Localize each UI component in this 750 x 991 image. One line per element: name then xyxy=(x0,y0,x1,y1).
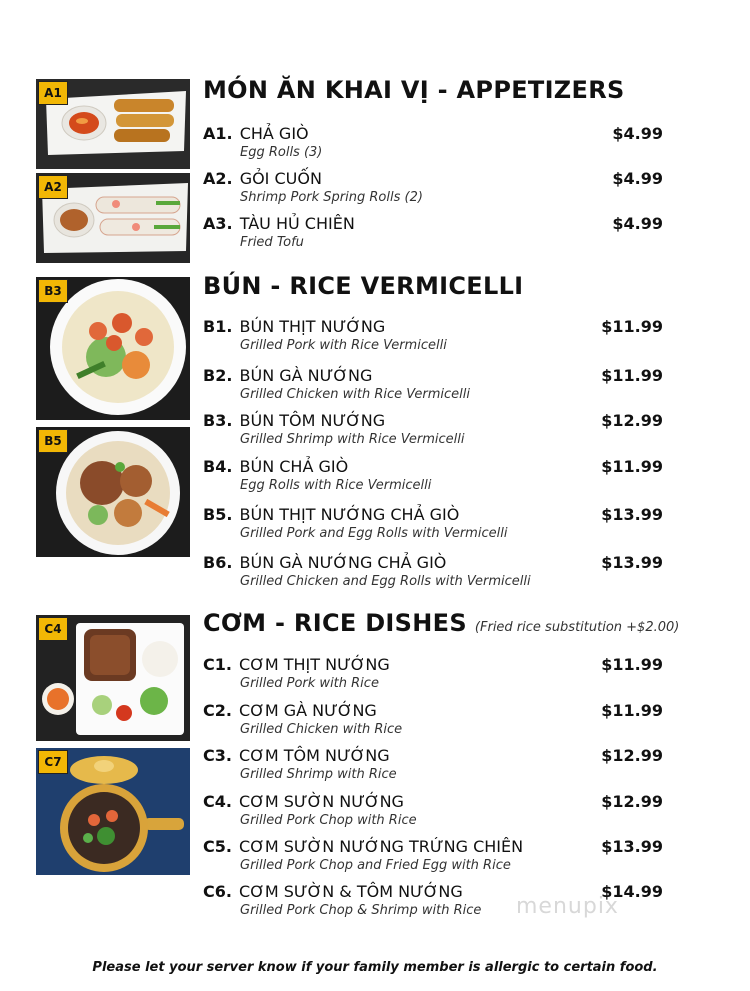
item-description: Egg Rolls (3) xyxy=(240,145,323,160)
item-price: $14.99 xyxy=(601,882,663,901)
item-description: Shrimp Pork Spring Rolls (2) xyxy=(240,190,423,205)
allergy-notice: Please let your server know if your family member is allergic to certain food. xyxy=(92,960,658,975)
menu-item xyxy=(203,655,663,695)
item-name: BÚN TÔM NƯỚNG xyxy=(239,411,386,430)
item-name: BÚN GÀ NƯỚNG CHẢ GIÒ xyxy=(239,553,447,572)
item-code: B4. xyxy=(203,457,233,476)
item-name: TÀU HỦ CHIÊN xyxy=(239,214,355,233)
item-name: BÚN CHẢ GIÒ xyxy=(239,457,349,476)
item-code: A1. xyxy=(203,124,233,143)
item-description: Grilled Chicken with Rice xyxy=(240,722,403,737)
item-code: B2. xyxy=(203,366,233,385)
item-description: Grilled Pork Chop & Shrimp with Rice xyxy=(240,903,482,918)
menu-item xyxy=(203,792,663,832)
item-name: BÚN GÀ NƯỚNG xyxy=(239,366,373,385)
item-description: Grilled Chicken and Egg Rolls with Vermicelli xyxy=(240,574,531,589)
item-name: BÚN THỊT NƯỚNG CHẢ GIÒ xyxy=(239,505,460,524)
section-title-text: CƠM - RICE DISHES xyxy=(203,609,467,637)
item-description: Grilled Pork with Rice Vermicelli xyxy=(240,338,447,353)
photo-badge: A2 xyxy=(38,175,68,199)
photo-spring-rolls xyxy=(36,173,190,263)
item-description: Grilled Shrimp with Rice Vermicelli xyxy=(240,432,465,447)
menu-item xyxy=(203,457,663,497)
item-price: $4.99 xyxy=(612,169,663,188)
item-price: $13.99 xyxy=(601,553,663,572)
item-price: $11.99 xyxy=(601,457,663,476)
photo-badge: B3 xyxy=(38,279,68,303)
photo-badge: C7 xyxy=(38,750,68,774)
item-description: Fried Tofu xyxy=(240,235,304,250)
item-code: C1. xyxy=(203,655,232,674)
menu-item xyxy=(203,837,663,877)
photo-bun-tom-nuong xyxy=(36,277,190,420)
item-price: $11.99 xyxy=(601,317,663,336)
item-name: BÚN THỊT NƯỚNG xyxy=(239,317,386,336)
item-price: $11.99 xyxy=(601,701,663,720)
item-code: C2. xyxy=(203,701,232,720)
section-title-appetizers: MÓN ĂN KHAI VỊ - APPETIZERS xyxy=(203,76,625,104)
item-price: $12.99 xyxy=(601,792,663,811)
menu-item xyxy=(203,366,663,406)
menu-item xyxy=(203,701,663,741)
item-price: $12.99 xyxy=(601,746,663,765)
menu-item xyxy=(203,553,663,593)
item-code: C5. xyxy=(203,837,232,856)
item-price: $13.99 xyxy=(601,505,663,524)
photo-clay-pot xyxy=(36,748,190,875)
item-name: CƠM SƯỜN & TÔM NƯỚNG xyxy=(239,882,463,901)
item-code: C3. xyxy=(203,746,232,765)
item-name: CƠM GÀ NƯỚNG xyxy=(239,701,377,720)
item-code: B3. xyxy=(203,411,233,430)
item-name: GỎI CUỐN xyxy=(239,169,322,188)
menu-item xyxy=(203,411,663,451)
menu-item xyxy=(203,169,663,209)
item-price: $4.99 xyxy=(612,124,663,143)
item-code: B5. xyxy=(203,505,233,524)
menu-item xyxy=(203,317,663,357)
item-code: C6. xyxy=(203,882,232,901)
section-note: (Fried rice substitution +$2.00) xyxy=(474,620,680,635)
photo-badge: B5 xyxy=(38,429,68,453)
item-description: Grilled Chicken with Rice Vermicelli xyxy=(240,387,470,402)
item-code: B1. xyxy=(203,317,233,336)
photo-bun-thit-nuong-cha-gio xyxy=(36,427,190,557)
item-name: CƠM SƯỜN NƯỚNG TRỨNG CHIÊN xyxy=(239,837,524,856)
item-price: $12.99 xyxy=(601,411,663,430)
section-title-com xyxy=(203,609,679,637)
item-description: Grilled Pork Chop with Rice xyxy=(240,813,417,828)
item-price: $13.99 xyxy=(601,837,663,856)
menu-item xyxy=(203,124,663,164)
menu-item xyxy=(203,505,663,545)
photo-badge: C4 xyxy=(38,617,68,641)
item-code: A3. xyxy=(203,214,233,233)
menu-item xyxy=(203,746,663,786)
item-price: $4.99 xyxy=(612,214,663,233)
photo-egg-rolls xyxy=(36,79,190,169)
item-name: CHẢ GIÒ xyxy=(239,124,309,143)
item-code: A2. xyxy=(203,169,233,188)
item-name: CƠM SƯỜN NƯỚNG xyxy=(239,792,404,811)
watermark: menupix xyxy=(516,894,619,919)
item-price: $11.99 xyxy=(601,366,663,385)
item-price: $11.99 xyxy=(601,655,663,674)
photo-com-suon-nuong xyxy=(36,615,190,741)
item-name: CƠM THỊT NƯỚNG xyxy=(239,655,390,674)
item-description: Grilled Pork and Egg Rolls with Vermicelli xyxy=(240,526,508,541)
item-name: CƠM TÔM NƯỚNG xyxy=(239,746,390,765)
item-description: Grilled Pork Chop and Fried Egg with Rice xyxy=(240,858,511,873)
item-code: B6. xyxy=(203,553,233,572)
item-description: Grilled Shrimp with Rice xyxy=(240,767,397,782)
item-description: Egg Rolls with Rice Vermicelli xyxy=(240,478,432,493)
menu-item xyxy=(203,214,663,254)
item-code: C4. xyxy=(203,792,232,811)
photo-badge: A1 xyxy=(38,81,68,105)
section-title-bun: BÚN - RICE VERMICELLI xyxy=(203,272,524,300)
item-description: Grilled Pork with Rice xyxy=(240,676,379,691)
